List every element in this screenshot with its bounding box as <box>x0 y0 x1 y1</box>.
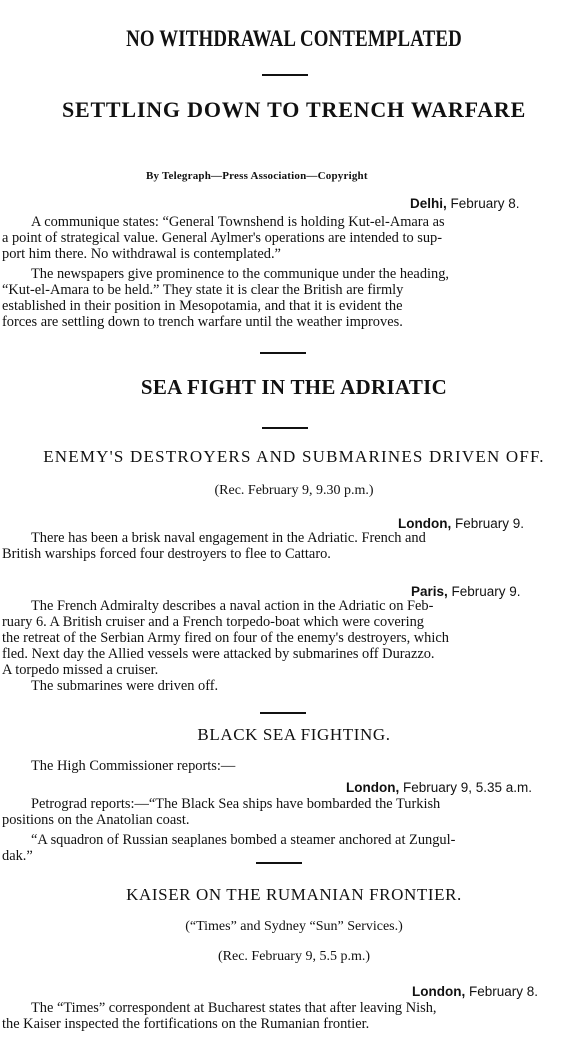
divider <box>260 352 306 354</box>
received-line: (Rec. February 9, 9.30 p.m.) <box>214 483 374 498</box>
intro-line: The High Commissioner reports:— <box>31 758 236 774</box>
headline-kaiser: KAISER ON THE RUMANIAN FRONTIER. <box>126 885 462 904</box>
paragraph-line: a point of strategical value. General Aylmer's operations are intended to sup- <box>2 230 443 246</box>
dateline-delhi: Delhi, February 8. <box>410 196 520 211</box>
paragraph-line: The newspapers give prominence to the communique under the heading, <box>31 266 449 282</box>
paragraph-line: The “Times” correspondent at Bucharest states that after leaving Nish, <box>31 1000 437 1016</box>
paragraph-line: A torpedo missed a cruiser. <box>2 662 159 678</box>
paragraph-line: The submarines were driven off. <box>31 678 219 694</box>
paragraph-line: The French Admiralty describes a naval action in the Adriatic on Feb- <box>31 598 434 614</box>
paragraph-line: ruary 6. A British cruiser and a French torpedo-boat which were covering <box>2 614 424 630</box>
dateline-london: London, February 8. <box>412 984 539 999</box>
subheadline-destroyers: ENEMY'S DESTROYERS AND SUBMARINES DRIVEN OFF. <box>43 447 545 466</box>
byline: By Telegraph—Press Association—Copyright <box>146 170 368 182</box>
headline-no-withdrawal: NO WITHDRAWAL CONTEMPLATED <box>126 26 462 51</box>
paragraph-line: port him there. No withdrawal is contemplated.” <box>2 246 281 262</box>
paragraph-line: dak.” <box>2 848 33 864</box>
paragraph-line: positions on the Anatolian coast. <box>2 812 190 828</box>
headline-black-sea: BLACK SEA FIGHTING. <box>197 725 391 744</box>
divider <box>260 712 306 714</box>
paragraph-line: There has been a brisk naval engagement in the Adriatic. French and <box>31 530 426 546</box>
services-line: (“Times” and Sydney “Sun” Services.) <box>185 919 403 934</box>
paragraph-line: established in their position in Mesopotamia, and that it is evident the <box>2 298 403 314</box>
paragraph-line: Petrograd reports:—“The Black Sea ships have bombarded the Turkish <box>31 796 441 812</box>
paragraph-line: British warships forced four destroyers to flee to Cattaro. <box>2 546 331 562</box>
paragraph-line: fled. Next day the Allied vessels were attacked by submarines off Durazzo. <box>2 646 435 662</box>
headline-sea-fight: SEA FIGHT IN THE ADRIATIC <box>140 375 448 399</box>
paragraph-line: the Kaiser inspected the fortifications on the Rumanian frontier. <box>2 1016 370 1032</box>
paragraph-line: forces are settling down to trench warfare until the weather improves. <box>2 314 403 330</box>
subheadline-trench-warfare: SETTLING DOWN TO TRENCH WARFARE <box>61 97 527 122</box>
paragraph-line: “Kut-el-Amara to be held.” They state it is clear the British are firmly <box>2 282 404 298</box>
divider <box>256 862 302 864</box>
divider <box>262 427 308 429</box>
received-line: (Rec. February 9, 5.5 p.m.) <box>217 949 371 964</box>
paragraph-line: A communique states: “General Townshend is holding Kut-el-Amara as <box>31 214 445 230</box>
paragraph-line: the retreat of the Serbian Army fired on four of the enemy's destroyers, which <box>2 630 449 646</box>
dateline-london: London, February 9. <box>398 516 525 531</box>
dateline-paris: Paris, February 9. <box>411 584 521 599</box>
divider <box>262 74 308 76</box>
paragraph-line: “A squadron of Russian seaplanes bombed a steamer anchored at Zungul- <box>31 832 456 848</box>
dateline-london: London, February 9, 5.35 a.m. <box>346 780 533 795</box>
